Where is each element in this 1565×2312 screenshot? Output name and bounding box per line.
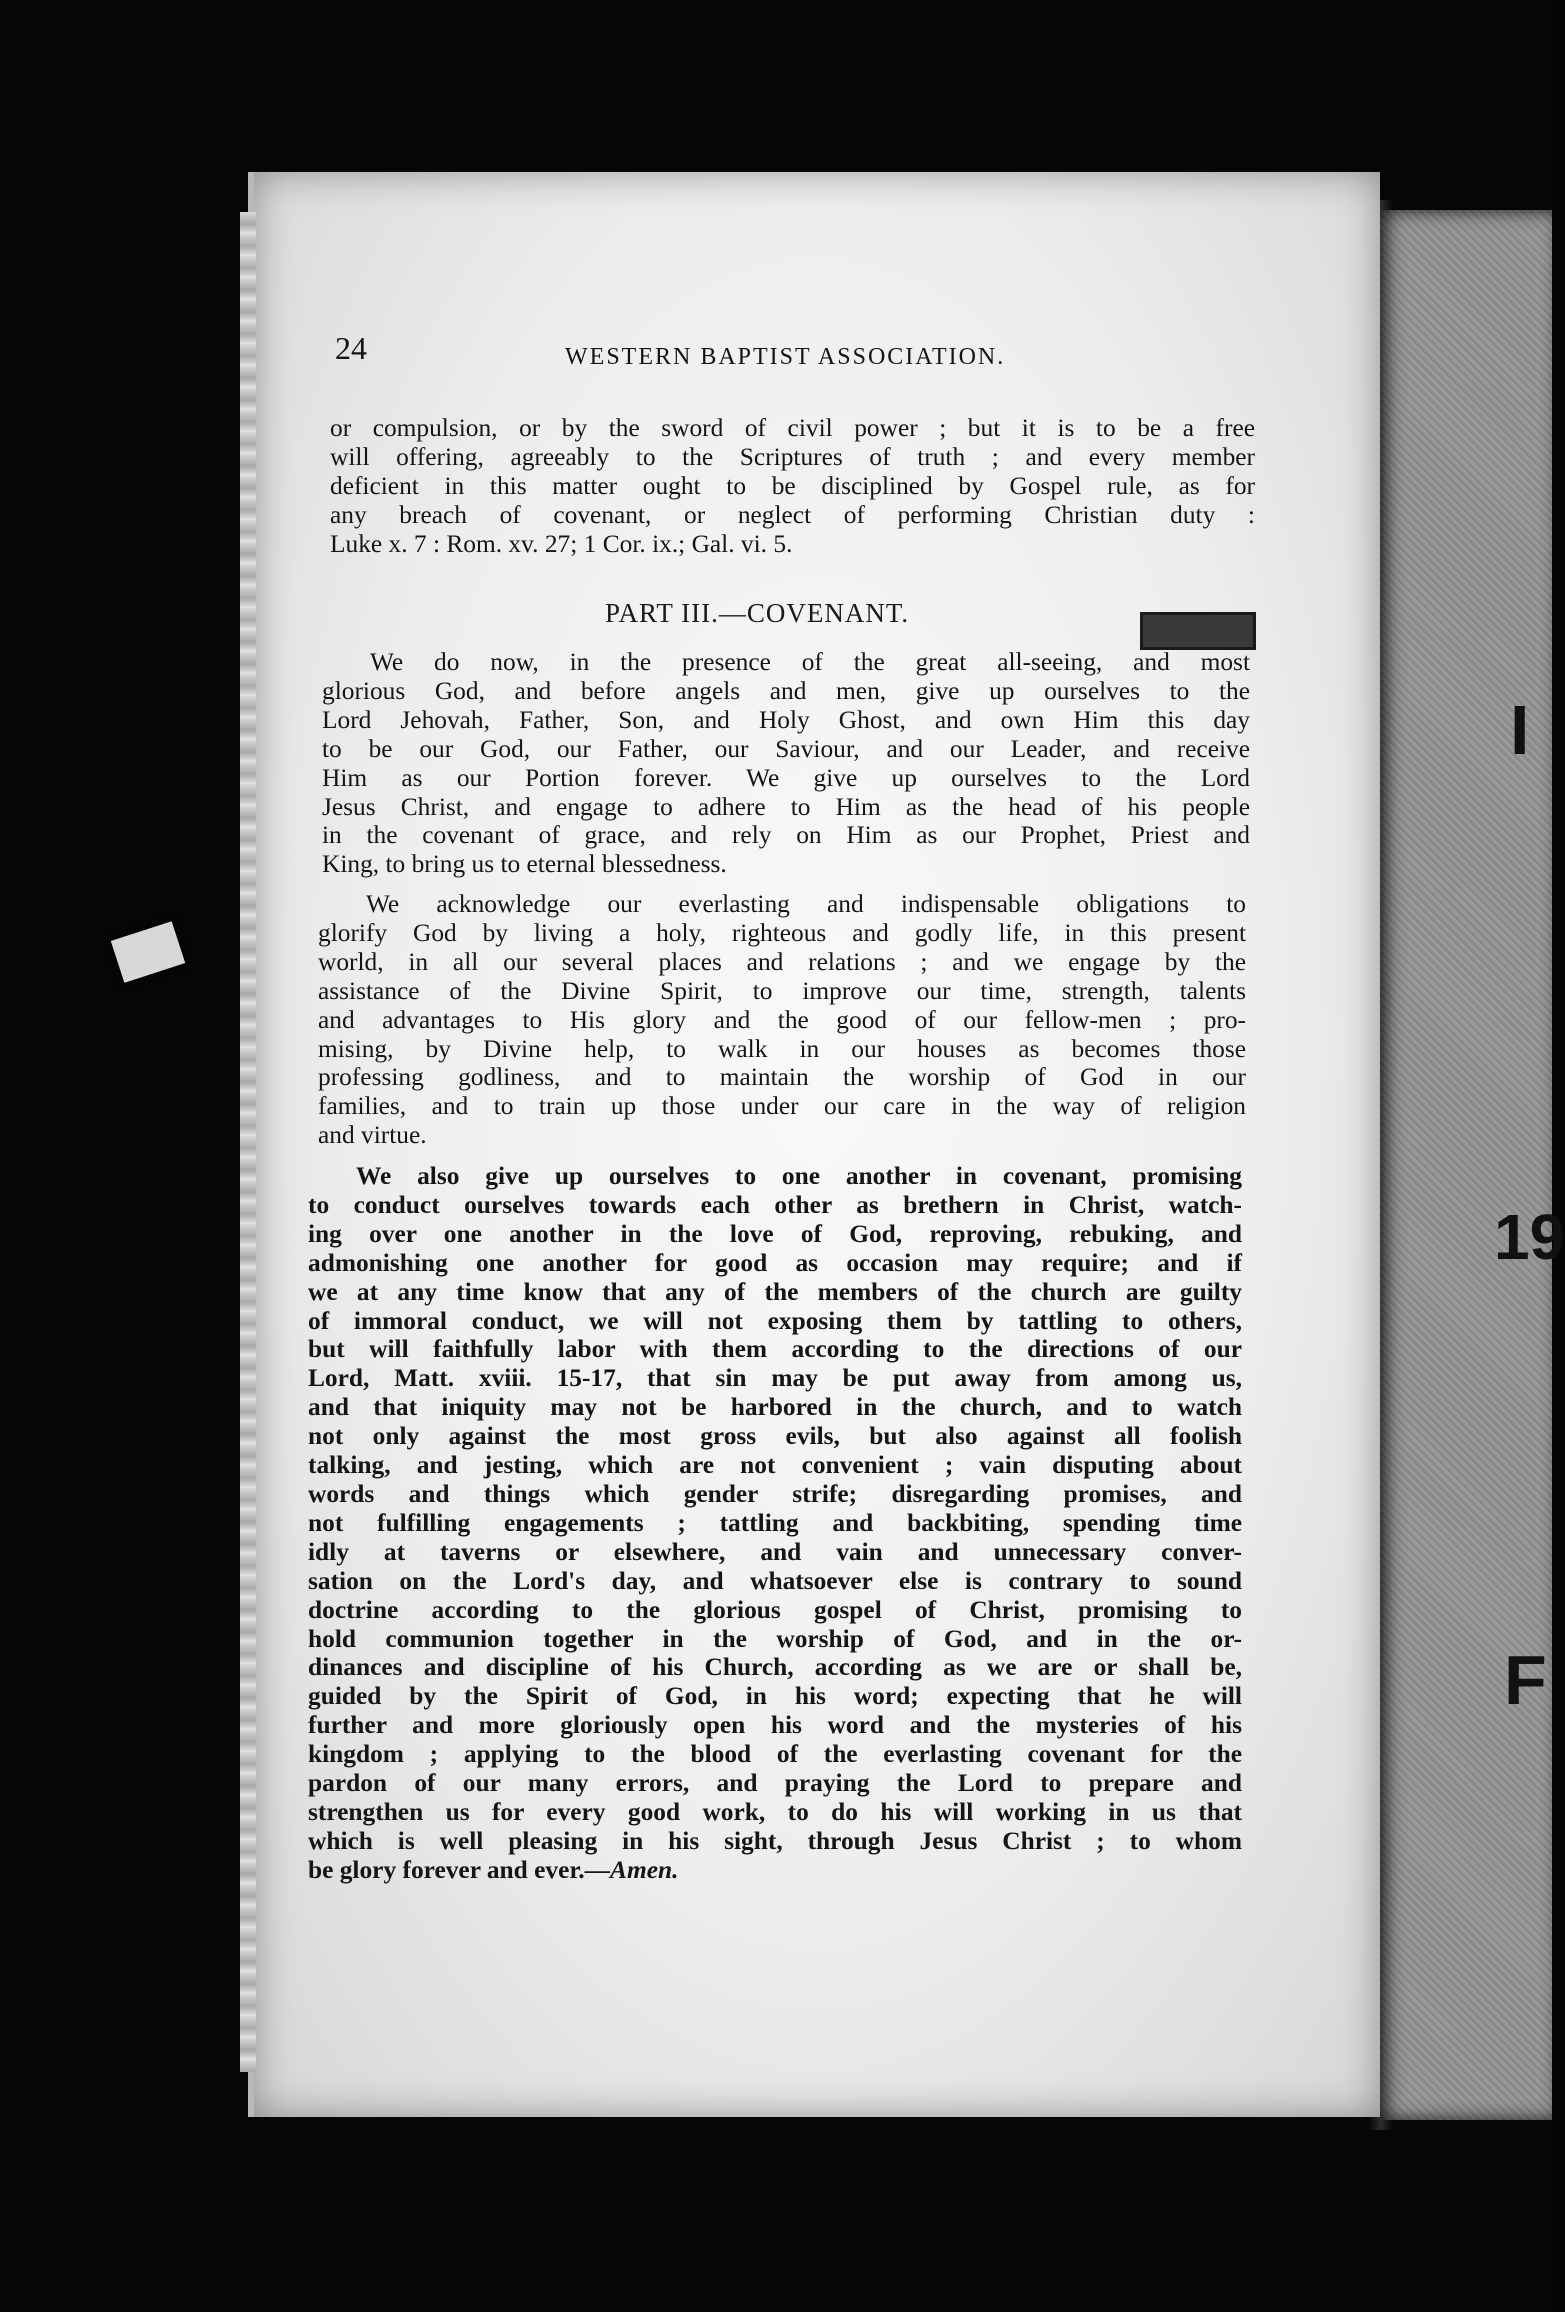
text-line: but will faithfully labor with them according to the directions of our xyxy=(308,1335,1242,1364)
covenant-paragraph-2 xyxy=(318,890,1246,1150)
text-line: to conduct ourselves towards each other as brethern in Christ, watch- xyxy=(308,1190,1242,1219)
adjacent-cover-page xyxy=(1378,210,1565,2120)
covenant-paragraph-3 xyxy=(308,1162,1242,1885)
text-line: in the covenant of grace, and rely on Him as our Prophet, Priest and xyxy=(322,821,1250,850)
cover-fragment-2: 19 xyxy=(1494,1201,1565,1273)
text-line: or compulsion, or by the sword of civil power ; but it is to be a free xyxy=(330,414,1255,442)
text-line: mising, by Divine help, to walk in our houses as becomes those xyxy=(318,1034,1246,1063)
text-line: Jesus Christ, and engage to adhere to Him as the head of his people xyxy=(322,792,1250,821)
text-line: Lord, Matt. xviii. 15-17, that sin may be put away from among us, xyxy=(308,1364,1242,1393)
text-line: professing godliness, and to maintain the worship of God in our xyxy=(318,1063,1246,1092)
text-line: glorious God, and before angels and men, give up ourselves to the xyxy=(322,676,1250,705)
text-line: Luke x. 7 : Rom. xv. 27; 1 Cor. ix.; Gal. vi. 5. xyxy=(330,529,793,558)
text-line: We also give up ourselves to one another in covenant, promising xyxy=(356,1162,1242,1190)
text-line: King, to bring us to eternal blessedness. xyxy=(322,850,727,879)
page-header xyxy=(335,330,1265,374)
text-line: hold communion together in the worship of God, and in the or- xyxy=(308,1624,1242,1653)
text-line: glorify God by living a holy, righteous and godly life, in this present xyxy=(318,918,1246,947)
text-line: pardon of our many errors, and praying the Lord to prepare and xyxy=(308,1769,1242,1798)
closing-line xyxy=(308,1856,1242,1885)
text-line: of immoral conduct, we will not exposing them by tattling to others, xyxy=(308,1306,1242,1335)
text-line: idly at taverns or elsewhere, and vain and unnecessary conver- xyxy=(308,1537,1242,1566)
text-line: will offering, agreeably to the Scriptures of truth ; and every member xyxy=(330,442,1255,471)
text-line: we at any time know that any of the members of the church are guilty xyxy=(308,1277,1242,1306)
text-line: kingdom ; applying to the blood of the everlasting covenant for the xyxy=(308,1740,1242,1769)
text-line: families, and to train up those under our care in the way of religion xyxy=(318,1092,1246,1121)
covenant-paragraph-1 xyxy=(322,648,1250,879)
text-line: sation on the Lord's day, and whatsoever else is contrary to sound xyxy=(308,1566,1242,1595)
text-line: deficient in this matter ought to be disciplined by Gospel rule, as for xyxy=(330,471,1255,500)
opening-paragraph xyxy=(330,414,1255,559)
text-line: dinances and discipline of his Church, according as we are or shall be, xyxy=(308,1653,1242,1682)
text-line: and advantages to His glory and the good of our fellow-men ; pro- xyxy=(318,1005,1246,1034)
text-line: doctrine according to the glorious gospel of Christ, promising to xyxy=(308,1595,1242,1624)
text-line: to be our God, our Father, our Saviour, and our Leader, and receive xyxy=(322,734,1250,763)
cover-fragment-3: F xyxy=(1504,1641,1547,1719)
closing-amen: Amen. xyxy=(610,1855,679,1884)
text-line: Him as our Portion forever. We give up ourselves to the Lord xyxy=(322,763,1250,792)
closing-text: be glory forever and ever.— xyxy=(308,1855,611,1884)
ink-blot-mark xyxy=(1140,612,1256,650)
text-line: world, in all our several places and relations ; and we engage by the xyxy=(318,947,1246,976)
section-title: PART III.—COVENANT. xyxy=(605,598,910,628)
text-line: further and more gloriously open his word and the mysteries of his xyxy=(308,1711,1242,1740)
text-line: strengthen us for every good work, to do his will working in us that xyxy=(308,1797,1242,1826)
running-head: WESTERN BAPTIST ASSOCIATION. xyxy=(565,344,1006,370)
text-line: not only against the most gross evils, but also against all foolish xyxy=(308,1422,1242,1451)
text-line: not fulfilling engagements ; tattling and backbiting, spending time xyxy=(308,1508,1242,1537)
text-line: ing over one another in the love of God, reproving, rebuking, and xyxy=(308,1219,1242,1248)
text-line: We acknowledge our everlasting and indispensable obligations to xyxy=(366,890,1246,918)
text-line: and that iniquity may not be harbored in the church, and to watch xyxy=(308,1393,1242,1422)
text-line: guided by the Spirit of God, in his word; expecting that he will xyxy=(308,1682,1242,1711)
cover-fragment-1: I xyxy=(1510,691,1530,769)
text-line: and virtue. xyxy=(318,1121,427,1150)
text-line: which is well pleasing in his sight, through Jesus Christ ; to whom xyxy=(308,1826,1242,1855)
text-line: words and things which gender strife; disregarding promises, and xyxy=(308,1479,1242,1508)
text-line: Lord Jehovah, Father, Son, and Holy Ghost, and own Him this day xyxy=(322,705,1250,734)
text-line: assistance of the Divine Spirit, to improve our time, strength, talents xyxy=(318,976,1246,1005)
page-number: 24 xyxy=(335,330,367,366)
text-line: any breach of covenant, or neglect of performing Christian duty : xyxy=(330,500,1255,529)
text-line: admonishing one another for good as occasion may require; and if xyxy=(308,1248,1242,1277)
text-line: talking, and jesting, which are not convenient ; vain disputing about xyxy=(308,1451,1242,1480)
text-line: We do now, in the presence of the great all-seeing, and most xyxy=(370,648,1250,676)
